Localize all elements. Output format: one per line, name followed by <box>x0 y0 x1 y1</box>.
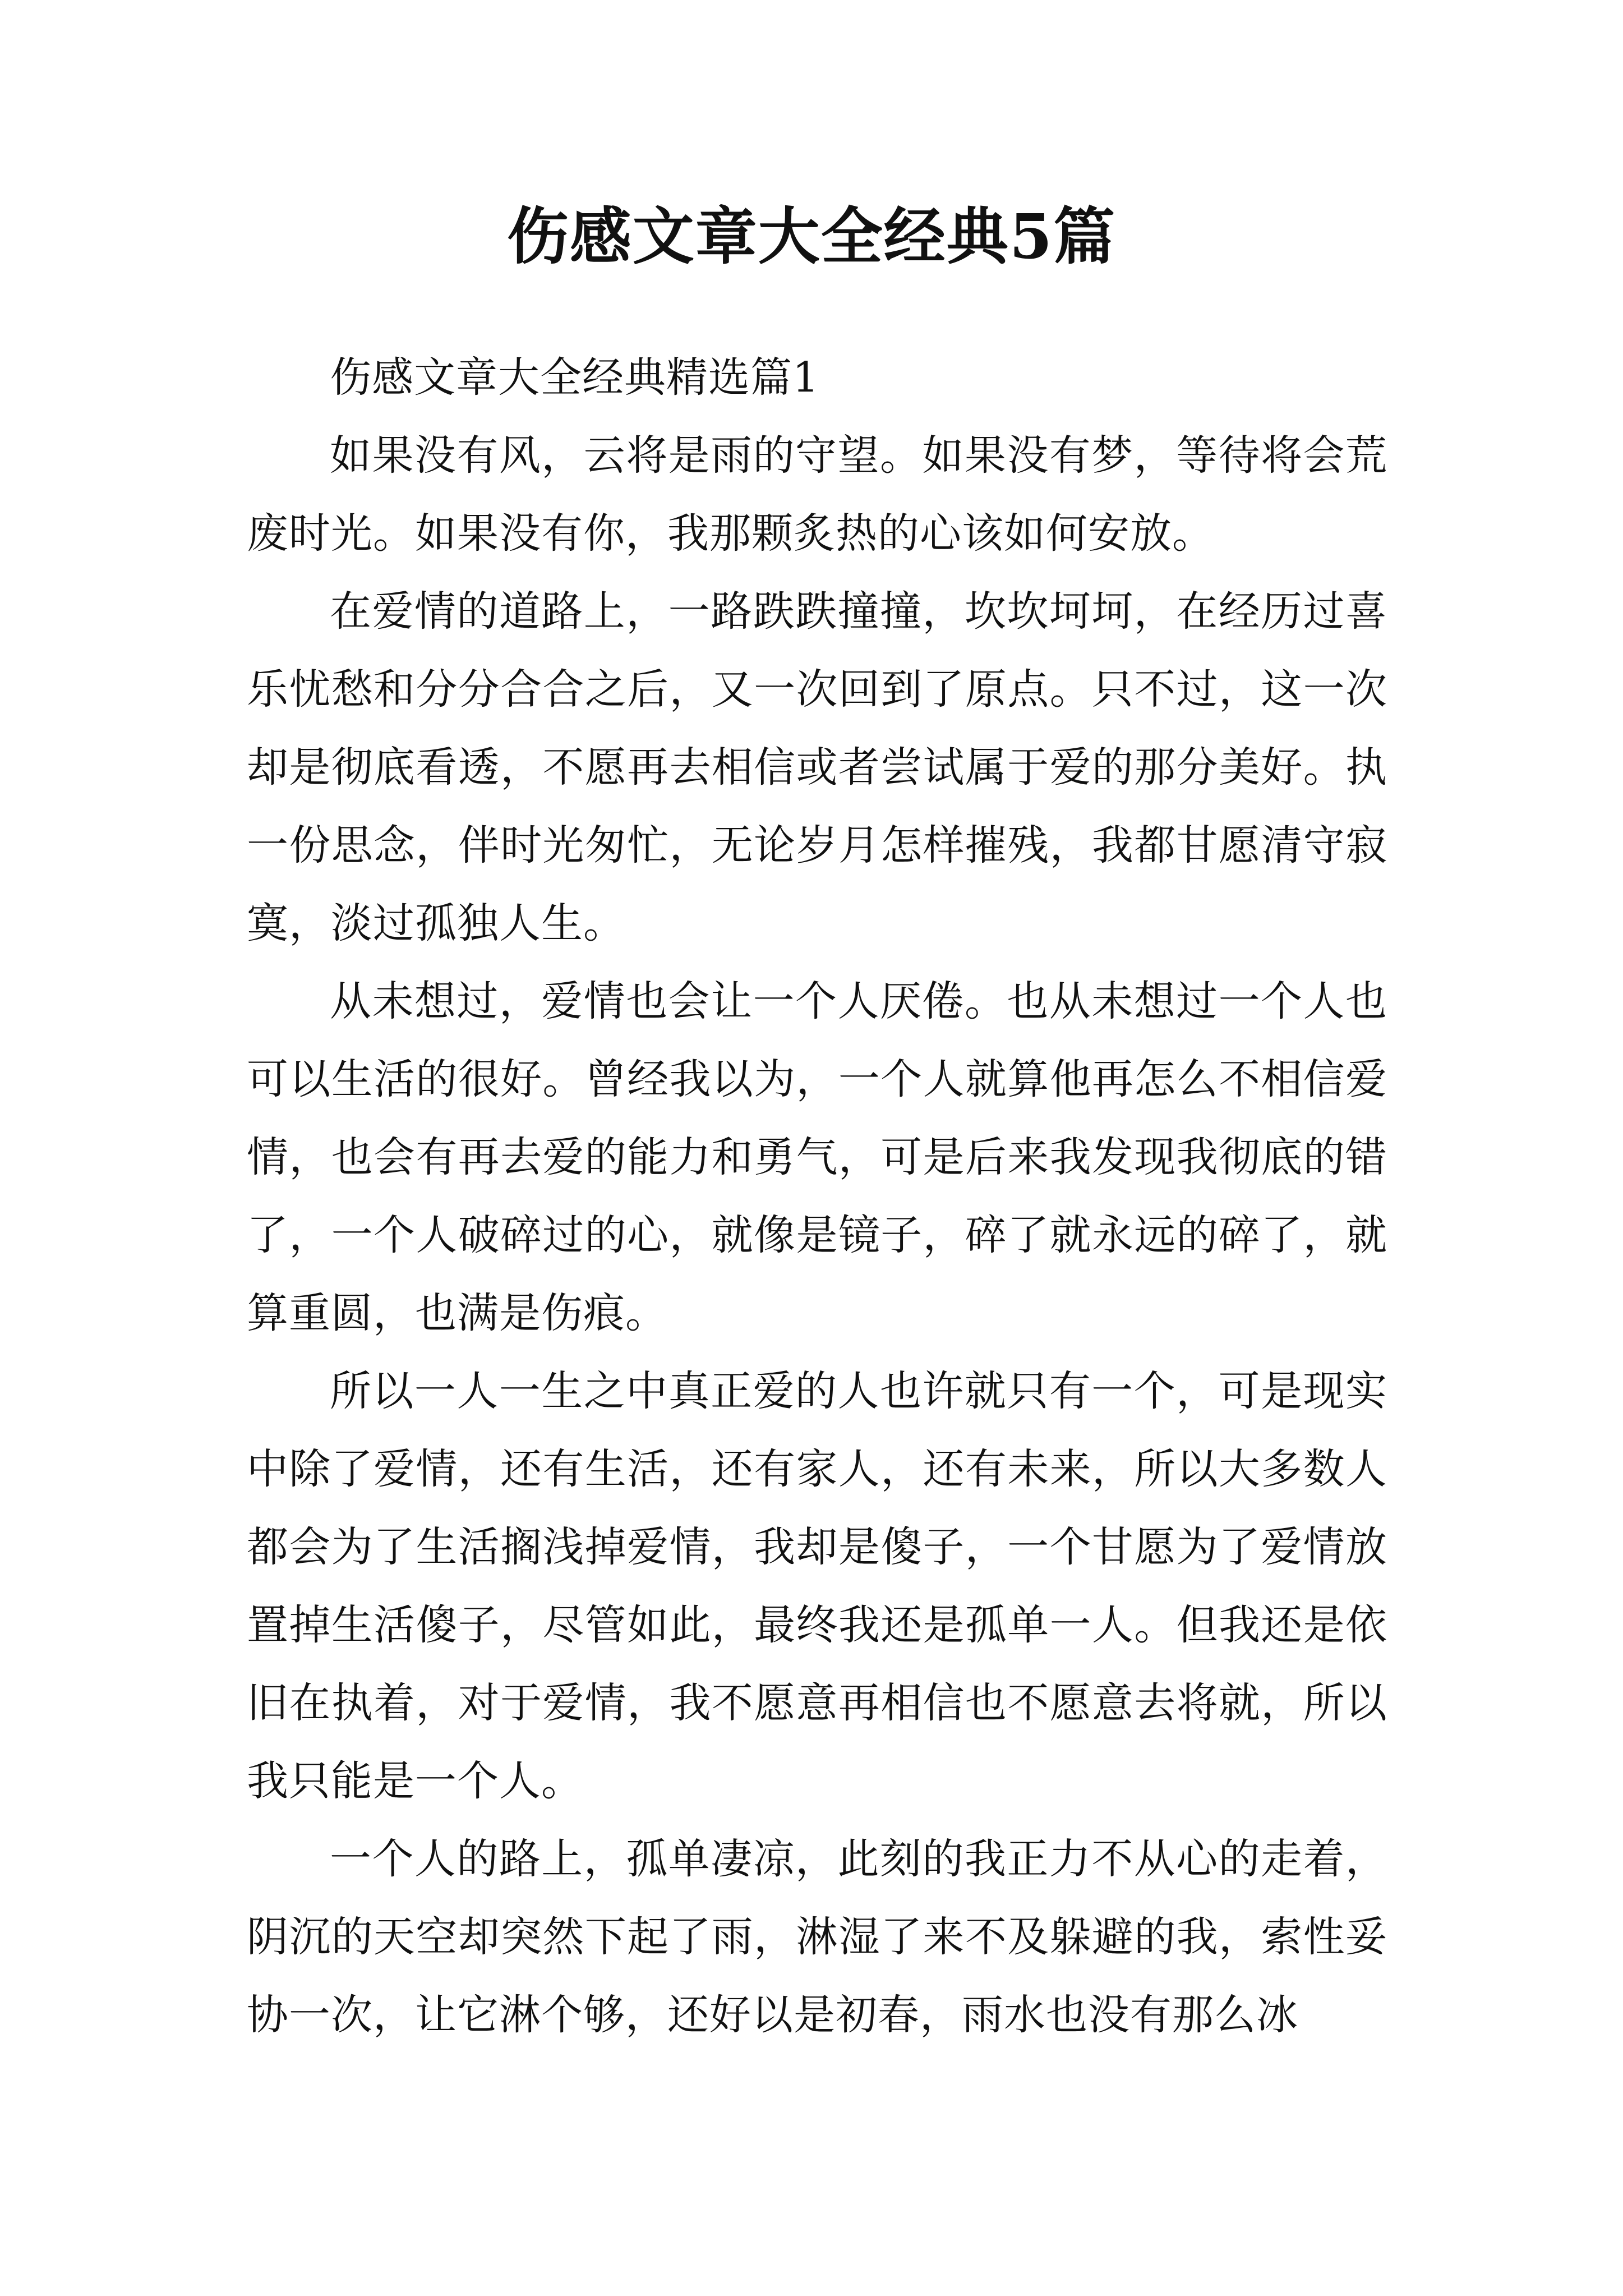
paragraph-3: 从未想过，爱情也会让一个人厌倦。也从未想过一个人也可以生活的很好。曾经我以为，一个人就算他再怎么不相信爱情，也会有再去爱的能力和勇气，可是后来我发现我彻底的错了，一个人破碎过的心，就像是镜子，碎了就永远的碎了，就算重圆，也满是伤痕。 <box>247 977 1387 1337</box>
paragraph-2: 在爱情的道路上，一路跌跌撞撞，坎坎坷坷，在经历过喜乐忧愁和分分合合之后，又一次回到了原点。只不过，这一次却是彻底看透，不愿再去相信或者尝试属于爱的那分美好。执一份思念，伴时光匆忙，无论岁月怎样摧残，我都甘愿清守寂寞，淡过孤独人生。 <box>247 587 1387 947</box>
paragraph-1: 如果没有风，云将是雨的守望。如果没有梦，等待将会荒废时光。如果没有你，我那颗炙热的心该如何安放。 <box>247 431 1387 558</box>
paragraph-5: 一个人的路上，孤单凄凉，此刻的我正力不从心的走着，阴沉的天空却突然下起了雨，淋湿了来不及躲避的我，索性妥协一次，让它淋个够，还好以是初春，雨水也没有那么冰 <box>247 1835 1387 2039</box>
document-body <box>247 339 1387 2054</box>
document-title: 伤感文章大全经典5篇 <box>506 200 1117 273</box>
paragraph-4: 所以一人一生之中真正爱的人也许就只有一个，可是现实中除了爱情，还有生活，还有家人，还有未来，所以大多数人都会为了生活搁浅掉爱情，我却是傻子，一个甘愿为了爱情放置掉生活傻子，尽管如此，最终我还是孤单一人。但我还是依旧在执着，对于爱情，我不愿意再相信也不愿意去将就，所以我只能是一个人。 <box>247 1367 1387 1805</box>
section-heading: 伤感文章大全经典精选篇1 <box>330 353 820 402</box>
